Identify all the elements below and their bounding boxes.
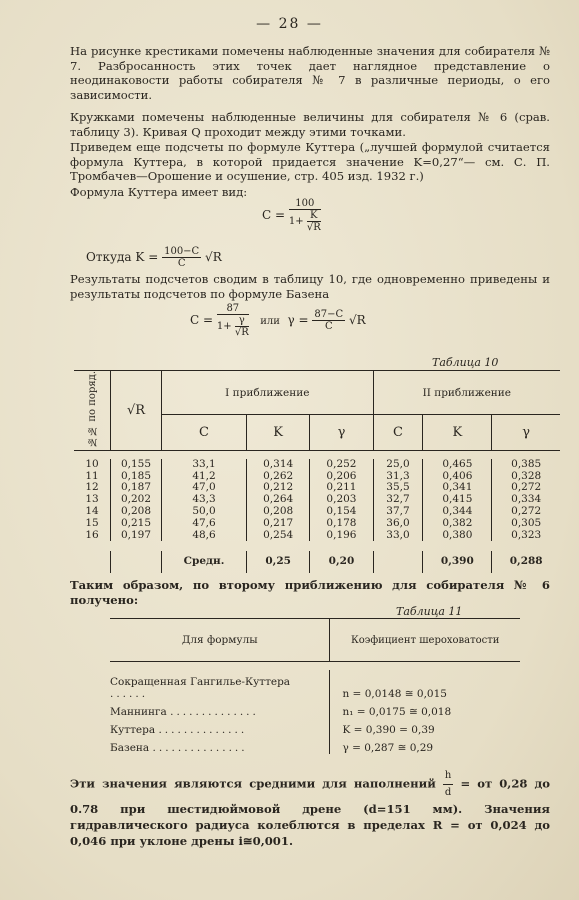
k-formula [86,246,222,269]
bazin-c-label: C = [190,313,214,327]
table-11 [110,618,520,754]
kutter-inner-den: √R [306,222,321,233]
table11-row-name: Куттера [110,724,156,736]
table-cell: K = 0,390 = 0,39 [330,718,520,736]
table-cell: 0,406 [423,471,492,483]
table-cell: 0,314 [247,459,310,471]
conclusion-rest: = от 0,28 до 0.78 при шестидюймовой дрене (d=151 мм). Значения гидравлического радиуса колеблются в пределах R = от 0,024 до 0,046 при уклоне дрены i≅0,001. [70,776,551,848]
table-row [110,736,520,754]
table-cell: 0,382 [423,518,492,530]
table-cell: 33,1 [162,459,247,471]
table-cell: 0,254 [247,530,310,542]
bazin-gamma-sqrt: √R [348,313,366,327]
table-cell: 0,264 [247,494,310,506]
table-cell: 50,0 [162,506,247,518]
table-cell: 0,154 [310,506,373,518]
table10-average-row [74,551,560,573]
table10-caption: Таблица 10 [432,356,499,369]
table-cell: 0,272 [492,482,560,494]
table-cell: 0,323 [492,530,560,542]
table-cell: 0,208 [247,506,310,518]
table-cell: 43,3 [162,494,247,506]
paragraph-conclusion [70,768,550,849]
table11-caption: Таблица 11 [396,605,463,618]
table11-row-name: Маннинга [110,706,167,718]
table10-sub-c2: C [373,415,423,451]
table10-sub-k1: K [247,415,310,451]
bazin-gamma-fraction [312,309,345,332]
paragraph-crosses: На рисунке крестиками помечены наблюденные значения для собирателя № 7. Разбросанность этих точек дает наглядное представление о неодинаковости работы собирателя № 7 в различные периоды, о его зависимости. [70,44,550,102]
k-denominator: C [177,258,186,269]
table-cell: 0,252 [310,459,373,471]
table-cell: 0,196 [310,530,373,542]
table-cell: 0,155 [111,459,162,471]
kutter-fraction [289,198,321,233]
bazin-gamma-numerator: 87−C [314,309,344,320]
table-row [110,718,520,736]
conclusion-start: Эти значения являются средними для наполнений [70,776,436,791]
table-cell: 0,211 [310,482,373,494]
bazin-or: или [260,316,280,327]
k-formula-prefix: Откуда [86,250,132,264]
table-row [110,670,520,700]
bazin-gamma-lhs: γ = [287,313,309,327]
table-cell: 0,262 [247,471,310,483]
k-formula-lhs: K = [135,250,159,264]
table-row [74,530,560,542]
table-cell: 35,5 [373,482,423,494]
bazin-fraction [217,303,249,338]
table-cell: 0,305 [492,518,560,530]
paragraph-summary: Таким образом, по второму приближению для собирателя № 6 получено: [70,578,550,607]
table-cell: 0,215 [111,518,162,530]
table-cell: n = 0,0148 ≅ 0,015 [330,670,520,700]
table11-col-coef: Коэфициент шероховатости [330,619,520,662]
paragraph-bazin-intro: Результаты подсчетов сводим в таблицу 10, где одновременно приведены и результаты подсчетов по формуле Базена [70,272,550,301]
kutter-inner-fraction [307,210,321,233]
table-cell: Базена ............... [110,742,248,754]
table11-header-row [110,619,520,662]
bazin-numerator: 87 [217,303,249,315]
table-cell: 0,344 [423,506,492,518]
table-cell: 12 [85,481,99,494]
table-cell: Маннинга .............. [110,706,259,718]
d-denominator: d [444,787,452,798]
bazin-inner-num: γ [235,315,249,327]
table10-col-sqrt-r: √R [111,371,162,451]
table10-avg-k2: 0,390 [423,551,492,573]
table10-sub-g2: γ [492,415,560,451]
table-cell: 0,272 [492,506,560,518]
bazin-formula [190,303,366,338]
kutter-numerator: 100 [289,198,321,210]
table-cell: 13 [85,493,99,506]
table-cell: 47,0 [162,482,247,494]
k-numerator: 100−C [164,246,200,257]
table-cell: 0,385 [492,459,560,471]
table-cell: 0,334 [492,494,560,506]
paragraph-kutter-intro: Приведем еще подсчеты по формуле Куттера („лучшей формулой считается формула Куттера, в которой придается значение K=0,27“— см. С. П. Тромбачев—Орошение и осушение, стр. 405 изд. 1932 г.) [70,140,550,183]
table-10 [74,370,560,573]
table-row [74,506,560,518]
paragraph-kutter-form: Формула Куттера имеет вид: [70,185,248,199]
table-cell: 0,217 [247,518,310,530]
table-cell: 15 [85,516,99,529]
table-row [74,518,560,530]
h-numerator: h [443,768,453,785]
table-cell: 33,0 [373,530,423,542]
table10-col-no-label: №№ по поряд. [86,371,98,447]
table10-col-no [74,371,111,451]
formula-c-label: C = [262,208,286,222]
table11-row-name: Сокращенная Гангилье-Куттера [110,676,291,688]
table-cell: 0,465 [423,459,492,471]
table-cell: 31,3 [373,471,423,483]
paragraph-circles: Кружками помечены наблюденные величины для собирателя № 6 (срав. таблицу 3). Кривая Q проходит между этими точками. [70,110,550,139]
k-sqrt: √R [205,250,222,264]
table-cell: 47,6 [162,518,247,530]
kutter-den-prefix: 1+ [288,216,304,227]
bazin-inner-fraction [235,315,249,338]
kutter-inner-num: K [307,210,321,222]
table-cell: n₁ = 0,0175 ≅ 0,018 [330,700,520,718]
table-cell: 10 [85,457,99,470]
table-cell: 11 [85,469,99,482]
table-cell: 14 [85,504,99,517]
table-cell: 32,7 [373,494,423,506]
bazin-gamma-denominator: C [324,321,333,332]
table-cell: 0,185 [111,471,162,483]
table-cell: 0,203 [310,494,373,506]
table-cell: 48,6 [162,530,247,542]
table10-avg-label: Средн. [162,551,247,573]
table10-group-2: II приближение [373,371,560,415]
table-cell: 0,178 [310,518,373,530]
table-cell: Куттера .............. [110,724,248,736]
table10-sub-g1: γ [310,415,373,451]
table-row [110,700,520,718]
table11-col-formula: Для формулы [181,634,258,646]
page-number: — 28 — [256,16,323,32]
table10-group-1: I приближение [162,371,374,415]
table10-header-row [74,371,560,415]
bazin-den-prefix: 1+ [216,321,232,332]
table-cell: 0,341 [423,482,492,494]
table-cell: 0,328 [492,471,560,483]
table-cell: 0,380 [423,530,492,542]
table-cell: 16 [85,528,99,541]
table-cell: 0,197 [111,530,162,542]
k-fraction [162,246,201,269]
table11-row-name: Базена [110,742,150,754]
kutter-denominator [289,210,321,233]
table-cell: 0,206 [310,471,373,483]
table-cell: 0,208 [111,506,162,518]
table10-avg-g2: 0,288 [492,551,560,573]
kutter-formula [262,198,321,233]
table-row [74,459,560,471]
table-cell: Сокращенная Гангилье-Куттера ...... [110,676,291,700]
table-cell: 36,0 [373,518,423,530]
bazin-inner-den: √R [234,327,249,338]
table-cell: 0,212 [247,482,310,494]
h-over-d-fraction [443,768,453,801]
table-cell: 0,202 [111,494,162,506]
table-cell: 0,415 [423,494,492,506]
table-cell: 0,187 [111,482,162,494]
table-cell: 25,0 [373,459,423,471]
table-cell: 41,2 [162,471,247,483]
table10-sub-c1: C [162,415,247,451]
table10-sub-k2: K [423,415,492,451]
table-cell: γ = 0,287 ≅ 0,29 [330,736,520,754]
table-cell: 37,7 [373,506,423,518]
bazin-denominator [217,315,249,338]
table10-avg-k1: 0,25 [247,551,310,573]
table10-avg-g1: 0,20 [310,551,373,573]
